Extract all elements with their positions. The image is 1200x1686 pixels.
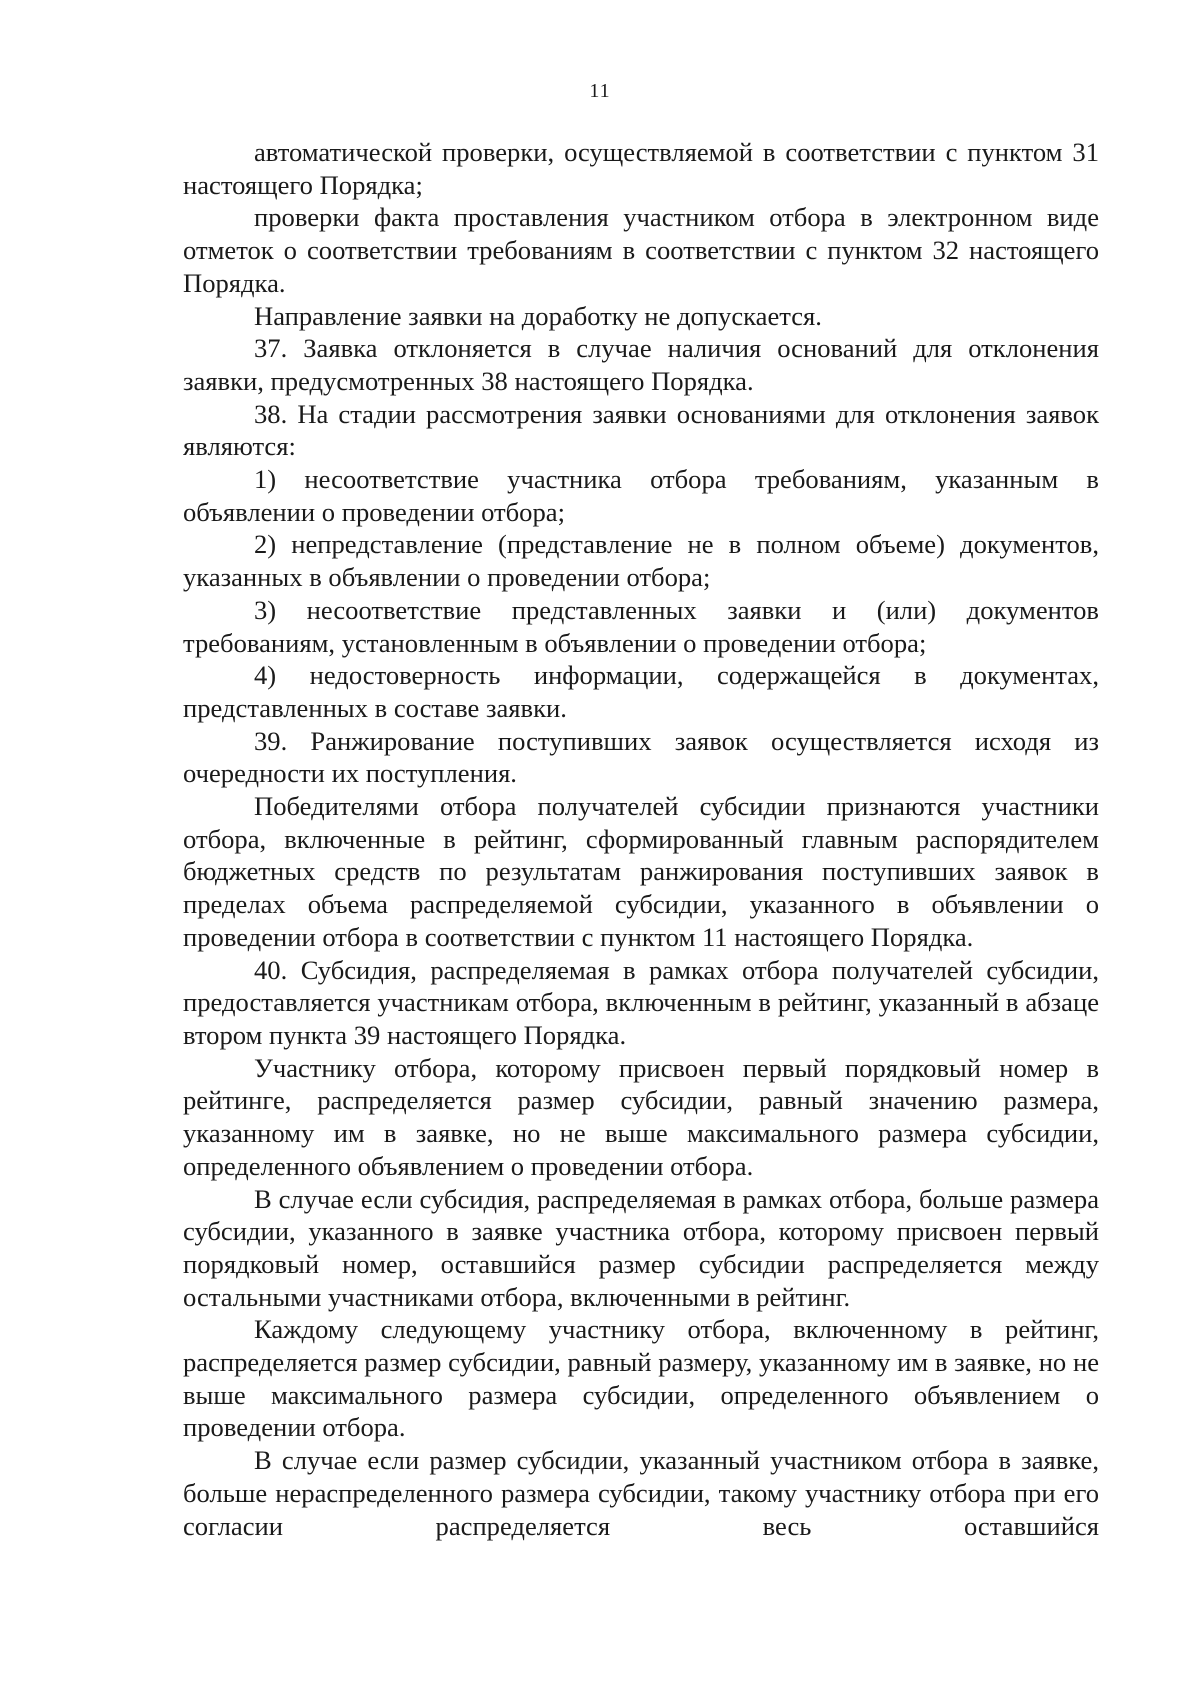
paragraph-12: В случае если размер субсидии, указанный участником отбора в заявке, больше нераспределенного размера субсидии, такому участнику отбора при его согласии распределяется весь оставшийся xyxy=(183,1445,1099,1541)
paragraph-6: 39. Ранжирование поступивших заявок осуществляется исходя из очередности их поступления. xyxy=(183,725,1099,789)
paragraph-4: 37. Заявка отклоняется в случае наличия оснований для отклонения заявки, предусмотренных 38 настоящего Порядка. xyxy=(183,333,1099,396)
paragraph-11: Каждому следующему участнику отбора, включенному в рейтинг, распределяется размер субсидии, равный размеру, указанному им в заявке, но не выше максимального размера субсидии, определенного объявлением о проведении отбора. xyxy=(183,1314,1099,1443)
list-item-4: 4) недостоверность информации, содержащейся в документах, представленных в составе заявки. xyxy=(183,660,1099,723)
list-item-2: 2) непредставление (представление не в полном объеме) документов, указанных в объявлении о проведении отбора; xyxy=(183,529,1099,593)
document-body xyxy=(183,136,1099,1542)
list-item-1: 1) несоответствие участника отбора требованиям, указанным в объявлении о проведении отбора; xyxy=(183,464,1099,527)
paragraph-8: 40. Субсидия, распределяемая в рамках отбора получателей субсидии, предоставляется участникам отбора, включенным в рейтинг, указанный в абзаце втором пункта 39 настоящего Порядка. xyxy=(183,954,1099,1050)
paragraph-1: автоматической проверки, осуществляемой в соответствии с пунктом 31 настоящего Порядка; xyxy=(183,137,1099,200)
paragraph-5: 38. На стадии рассмотрения заявки основаниями для отклонения заявок являются: xyxy=(183,398,1099,462)
page-number: 11 xyxy=(589,80,611,102)
paragraph-10: В случае если субсидия, распределяемая в рамках отбора, больше размера субсидии, указанного в заявке участника отбора, которому присвоен первый порядковый номер, оставшийся размер субсидии распределяется между остальными участниками отбора, включенными в рейтинг. xyxy=(183,1183,1099,1312)
paragraph-2: проверки факта проставления участником отбора в электронном виде отметок о соответствии требованиям в соответствии с пунктом 32 настоящего Порядка. xyxy=(183,202,1099,298)
paragraph-3: Направление заявки на доработку не допускается. xyxy=(254,300,822,331)
list-item-3: 3) несоответствие представленных заявки и (или) документов требованиям, установленным в объявлении о проведении отбора; xyxy=(183,594,1099,658)
paragraph-9: Участнику отбора, которому присвоен первый порядковый номер в рейтинге, распределяется размер субсидии, равный значению размера, указанному им в заявке, но не выше максимального размера субсидии, определенного объявлением о проведении отбора. xyxy=(183,1052,1099,1181)
paragraph-7: Победителями отбора получателей субсидии признаются участники отбора, включенные в рейтинг, сформированный главным распорядителем бюджетных средств по результатам ранжирования поступивших заявок в пределах объема распределяемой субсидии, указанного в объявлении о проведении отбора в соответствии с пунктом 11 настоящего Порядка. xyxy=(183,791,1099,952)
